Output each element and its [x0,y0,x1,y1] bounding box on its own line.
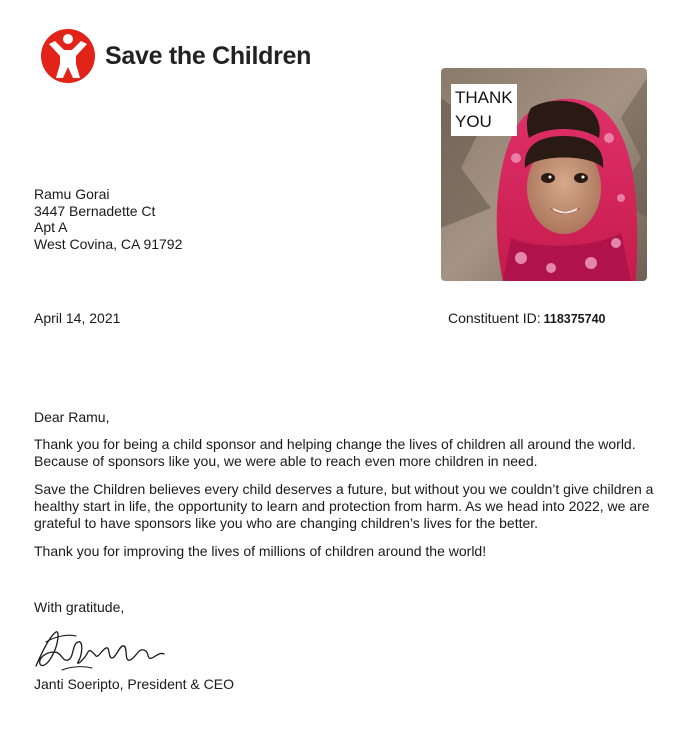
paragraph-1: Thank you for being a child sponsor and helping change the lives of children all around the world. Because of sponsors like you, we were able to reach even more children in need. [34,436,636,469]
photo-caption: THANK YOU [451,84,517,136]
recipient-street: 3447 Bernadette Ct [34,202,156,219]
letter-body [34,409,654,571]
child-photo [441,68,647,281]
constituent-label: Constituent ID: [448,310,541,326]
salutation: Dear Ramu, [34,409,110,425]
closing: With gratitude, [34,599,125,615]
child-figure-icon [40,28,96,84]
letter-date: April 14, 2021 [34,310,121,326]
constituent-id-line [448,310,606,326]
constituent-id: 118375740 [543,312,606,326]
brand-logo [40,28,311,84]
recipient-name: Ramu Gorai [34,186,110,202]
paragraph-3: Thank you for improving the lives of millions of children around the world! [34,543,487,559]
brand-name: Save the Children [105,41,312,70]
recipient-address [34,186,182,252]
recipient-city: West Covina, CA 91792 [34,235,183,252]
signer-name-title: Janti Soeripto, President & CEO [34,676,234,692]
signature [32,622,172,674]
paragraph-2: Save the Children believes every child deserves a future, but without you we couldn’t give children a healthy start in life, the opportunity to learn and protection from harm. As we head into 2022, we are grateful to have sponsors like you who are changing children’s lives for the better. [34,481,654,531]
recipient-unit: Apt A [34,219,68,235]
